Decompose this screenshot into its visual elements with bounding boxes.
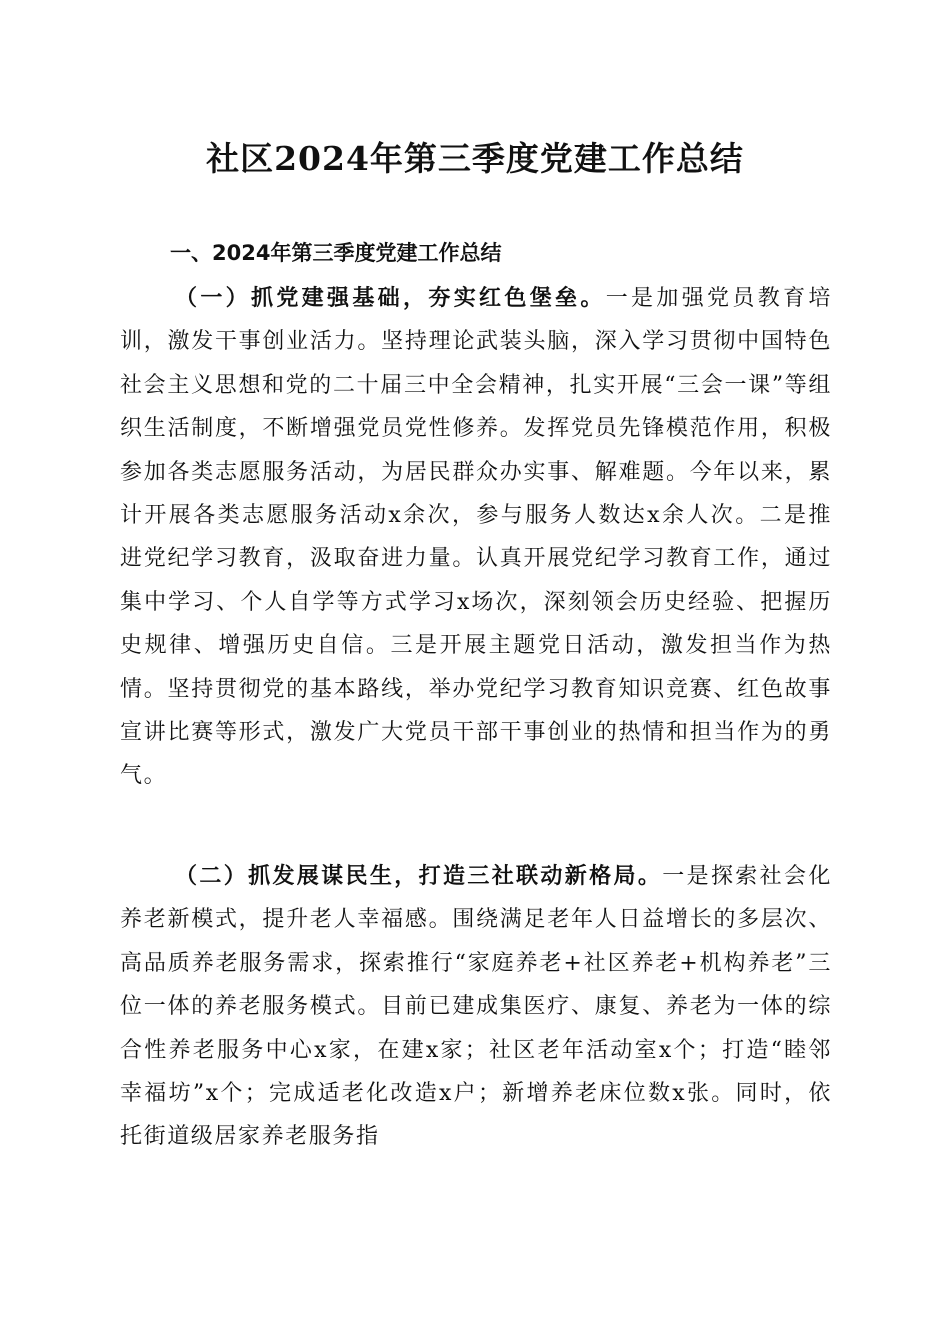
paragraph-1-text: 一是加强党员教育培训，激发干事创业活力。坚持理论武装头脑，深入学习贯彻中国特色社会主义思想和党的二十届三中全会精神，扎实开展“三会一课”等组织生活制度，不断增强党员党性修养。发挥党员先锋模范作用，积极参加各类志愿服务活动，为居民群众办实事、解难题。今年以来，累计开展各类志愿服务活动x余次，参与服务人数达x余人次。二是推进党纪学习教育，汲取奋进力量。认真开展党纪学习教育工作，通过集中学习、个人自学等方式学习x场次，深刻领会历史经验、把握历史规律、增强历史自信。三是开展主题党日活动，激发担当作为热情。坚持贯彻党的基本路线，举办党纪学习教育知识竞赛、红色故事宣讲比赛等形式，激发广大党员干部干事创业的热情和担当作为的勇气。 <box>120 286 833 789</box>
paragraph-1-lead: （一）抓党建强基础，夯实红色堡垒。 <box>175 285 606 311</box>
section-heading: 一、2024年第三季度党建工作总结 <box>170 241 502 265</box>
paragraph-2 <box>120 855 832 1159</box>
paragraph-2-text: 一是探索社会化养老新模式，提升老人幸福感。围绕满足老年人日益增长的多层次、高品质养老服务需求，探索推行“家庭养老+社区养老+机构养老”三位一体的养老服务模式。目前已建成集医疗、康复、养老为一体的综合性养老服务中心x家，在建x家；社区老年活动室x个；打造“睦邻幸福坊”x个；完成适老化改造x户；新增养老床位数x张。同时，依托街道级居家养老服务指 <box>120 864 832 1150</box>
document-title: 社区2024年第三季度党建工作总结 <box>206 139 744 178</box>
paragraph-1 <box>120 277 832 798</box>
paragraph-2-lead: （二）抓发展谋民生，打造三社联动新格局。 <box>175 863 663 889</box>
